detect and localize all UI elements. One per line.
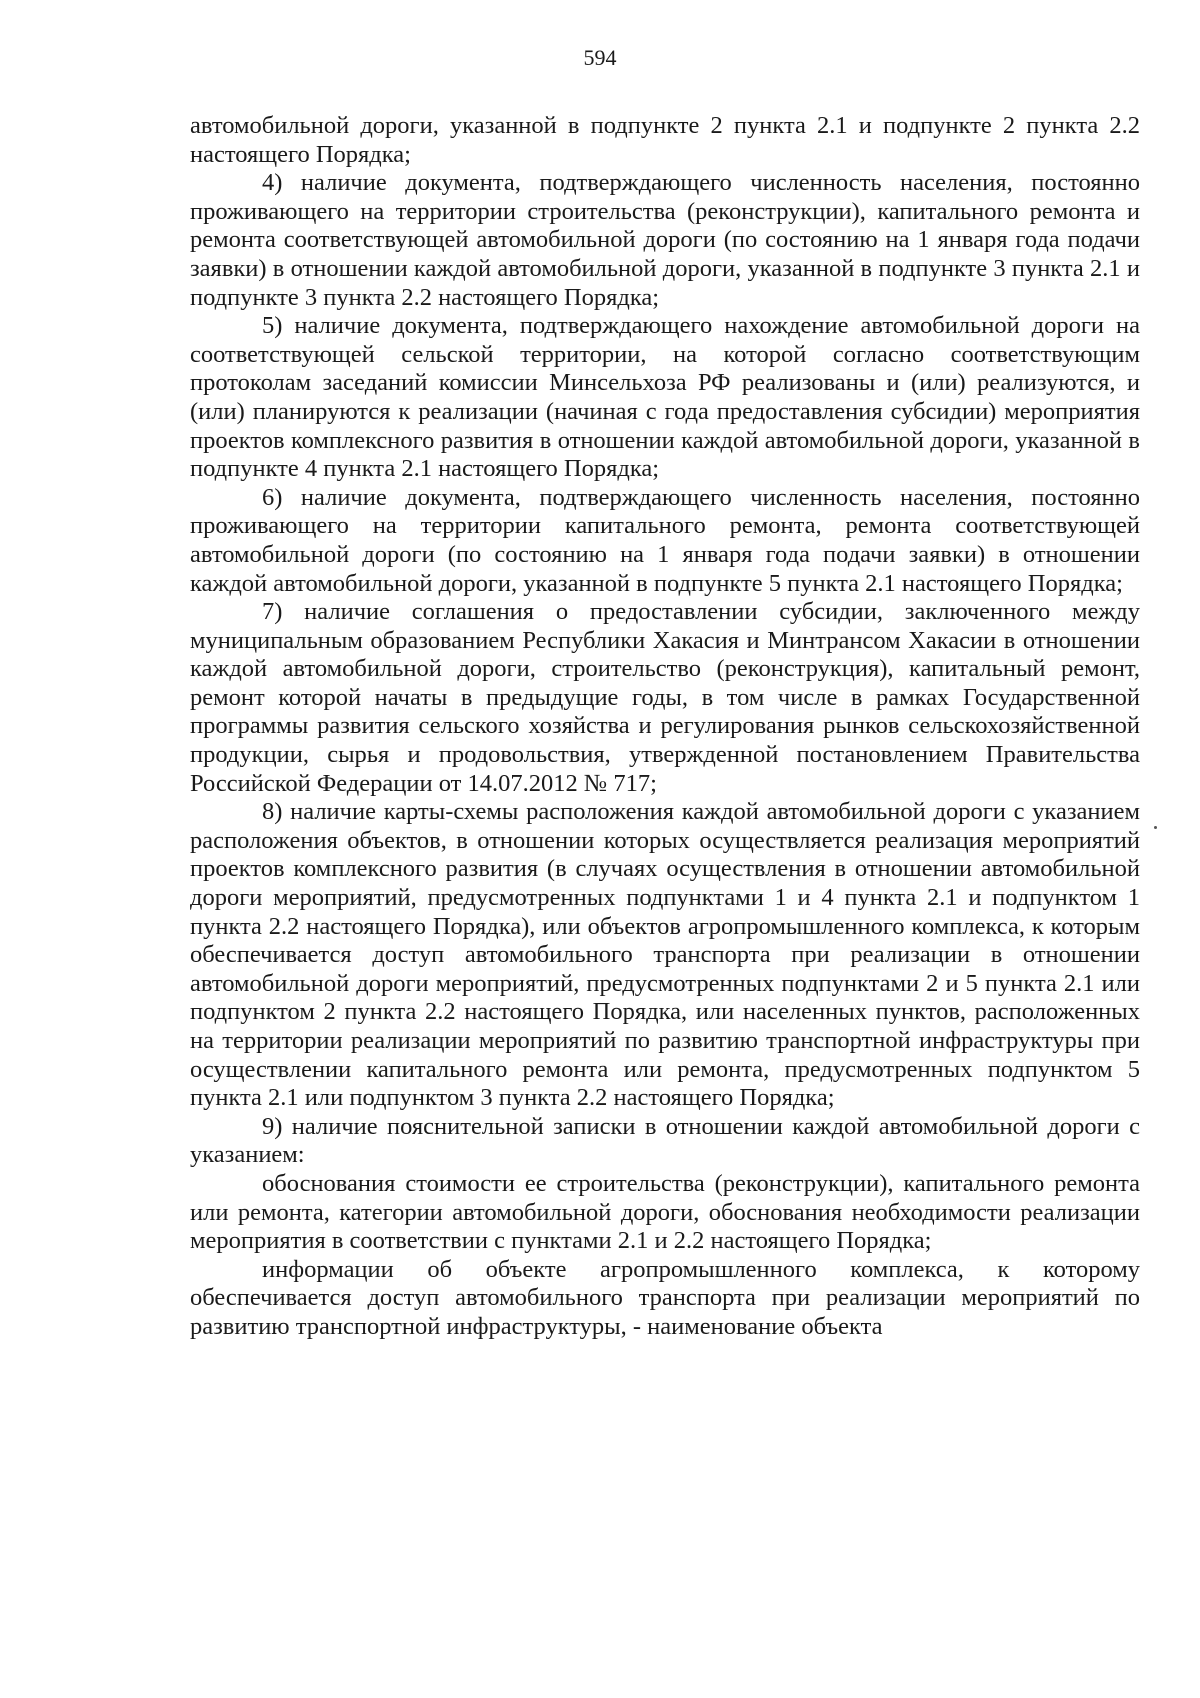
paragraph-item-4: 4) наличие документа, подтверждающего численность населения, постоянно проживающего на территории строительства (реконструкции), капитального ремонта и ремонта соответствующей автомобильной дороги (по состоянию на 1 января года подачи заявки) в отношении каждой автомобильной дороги, указанной в подпункте 3 пункта 2.1 и подпункте 3 пункта 2.2 настоящего Порядка; xyxy=(190,169,1140,311)
scan-speck xyxy=(1154,826,1157,829)
paragraph-continuation: автомобильной дороги, указанной в подпункте 2 пункта 2.1 и подпункте 2 пункта 2.2 настоящего Порядка; xyxy=(190,112,1140,168)
paragraph-item-7: 7) наличие соглашения о предоставлении субсидии, заключенного между муниципальным образованием Республики Хакасия и Минтрансом Хакасии в отношении каждой автомобильной дороги, строительство (реконструкция), капитальный ремонт, ремонт которой начаты в предыдущие годы, в том числе в рамках Государственной программы развития сельского хозяйства и регулирования рынков сельскохозяйственной продукции, сырья и продовольствия, утвержденной постановлением Правительства Российской Федерации от 14.07.2012 № 717; xyxy=(190,598,1140,797)
paragraph-item-6: 6) наличие документа, подтверждающего численность населения, постоянно проживающего на территории капитального ремонта, ремонта соответствующей автомобильной дороги (по состоянию на 1 января года подачи заявки) в отношении каждой автомобильной дороги, указанной в подпункте 5 пункта 2.1 настоящего Порядка; xyxy=(190,483,1140,597)
page-number: 594 xyxy=(583,45,617,70)
paragraph-sub-justification: обоснования стоимости ее строительства (реконструкции), капитального ремонта или ремонта, категории автомобильной дороги, обоснования необходимости реализации мероприятия в соответствии с пунктами 2.1 и 2.2 настоящего Порядка; xyxy=(190,1169,1140,1255)
paragraph-item-5: 5) наличие документа, подтверждающего нахождение автомобильной дороги на соответствующей сельской территории, на которой согласно соответствующим протоколам заседаний комиссии Минсельхоза РФ реализованы и (или) реализуются, и (или) планируются к реализации (начиная с года предоставления субсидии) мероприятия проектов комплексного развития в отношении каждой автомобильной дороги, указанной в подпункте 4 пункта 2.1 настоящего Порядка; xyxy=(190,312,1140,483)
paragraph-item-8: 8) наличие карты-схемы расположения каждой автомобильной дороги с указанием расположения объектов, в отношении которых осуществляется реализация мероприятий проектов комплексного развития (в случаях осуществления в отношении автомобильной дороги мероприятий, предусмотренных подпунктами 1 и 4 пункта 2.1 и подпунктом 1 пункта 2.2 настоящего Порядка), или объектов агропромышленного комплекса, к которым обеспечивается доступ автомобильного транспорта при реализации в отношении автомобильной дороги мероприятий, предусмотренных подпунктами 2 и 5 пункта 2.1 или подпунктом 2 пункта 2.2 настоящего Порядка, или населенных пунктов, расположенных на территории реализации мероприятий по развитию транспортной инфраструктуры при осуществлении капитального ремонта или ремонта, предусмотренных подпунктом 5 пункта 2.1 или подпунктом 3 пункта 2.2 настоящего Порядка; xyxy=(190,798,1140,1112)
document-body xyxy=(190,112,1140,1342)
paragraph-sub-agro-info: информации об объекте агропромышленного комплекса, к которому обеспечивается доступ автомобильного транспорта при реализации мероприятий по развитию транспортной инфраструктуры, - наименование объекта xyxy=(190,1255,1140,1340)
paragraph-item-9: 9) наличие пояснительной записки в отношении каждой автомобильной дороги с указанием: xyxy=(190,1112,1140,1169)
